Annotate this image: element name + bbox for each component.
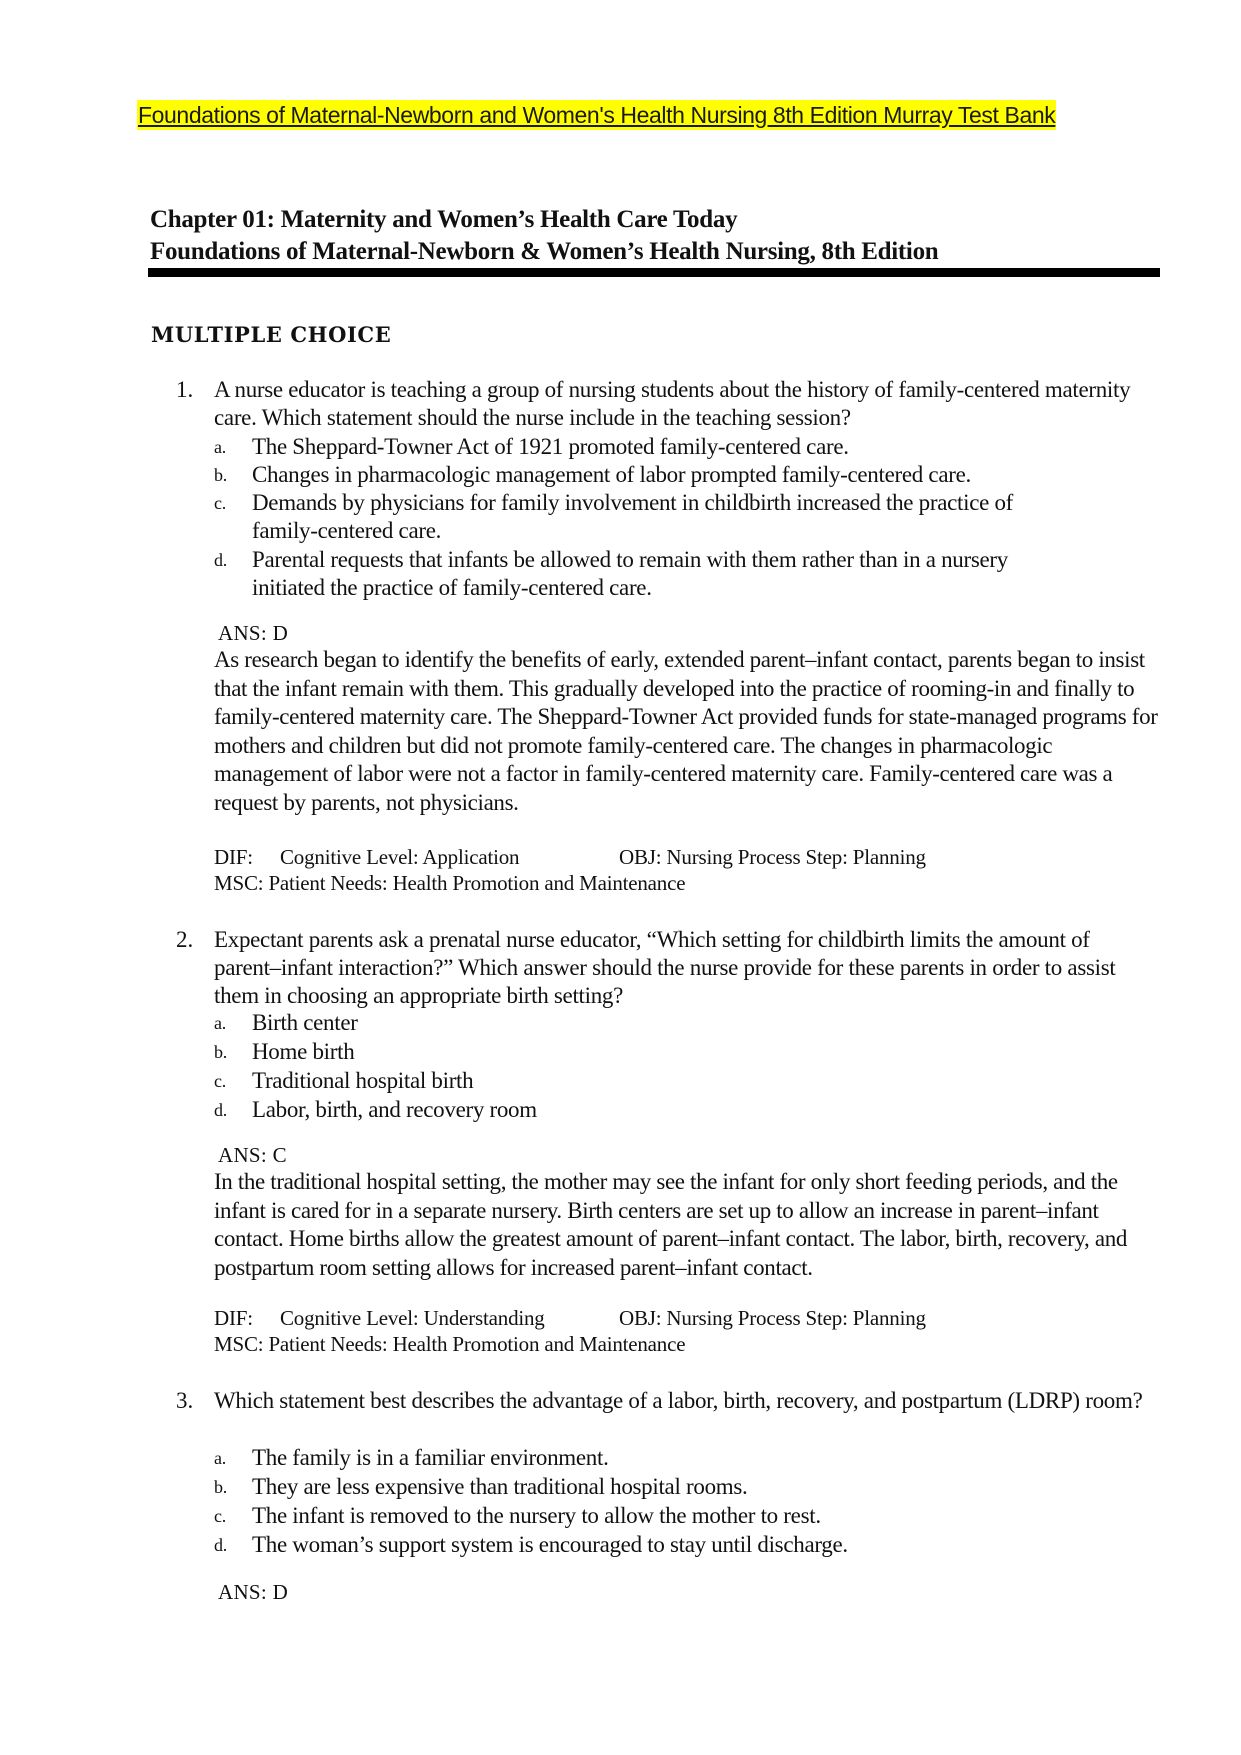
question-stem: Expectant parents ask a prenatal nurse educator, “Which setting for childbirth limits the amount of parent–infant interaction?” Which answer should the nurse provide for these parents in order to assist them in choosing an appropriate birth setting? <box>214 927 1116 1008</box>
option-letter: b. <box>214 1042 227 1062</box>
option-d <box>214 1531 1114 1559</box>
option-a <box>214 1444 1114 1472</box>
title-divider <box>148 268 1160 277</box>
option-text: The infant is removed to the nursery to allow the mother to rest. <box>252 1503 821 1528</box>
question-number: 1. <box>176 377 194 402</box>
option-text: The Sheppard-Towner Act of 1921 promoted family-centered care. <box>252 434 849 459</box>
objective: OBJ: Nursing Process Step: Planning <box>619 845 926 869</box>
option-letter: b. <box>214 1477 227 1497</box>
option-a <box>214 1009 1114 1037</box>
difficulty-objective <box>214 1305 926 1331</box>
option-c <box>214 1067 1114 1095</box>
question-number: 2. <box>176 927 194 952</box>
option-b <box>214 1473 1114 1501</box>
rationale: In the traditional hospital setting, the mother may see the infant for only short feeding periods, and the infant is cared for in a separate nursery. Birth centers are set up to allow an increase in parent–infant contact. Home births allow the greatest amount of parent–infant contact. The labor, birth, recovery, and postpartum room setting allows for increased parent–infant contact. <box>214 1169 1128 1280</box>
option-letter: c. <box>214 493 226 513</box>
difficulty-level: Cognitive Level: Understanding <box>280 1306 545 1330</box>
option-text: Traditional hospital birth <box>252 1068 474 1093</box>
option-a <box>214 433 1114 461</box>
dif-label: DIF: <box>214 845 253 869</box>
option-letter: a. <box>214 437 226 457</box>
option-text: Parental requests that infants be allowed to remain with them rather than in a nursery initiated the practice of family-centered care. <box>252 547 1008 600</box>
option-text: The family is in a familiar environment. <box>252 1445 609 1470</box>
answer-key: ANS: D <box>218 621 289 645</box>
option-text: Birth center <box>252 1010 358 1035</box>
option-b <box>214 461 1114 489</box>
difficulty-level: Cognitive Level: Application <box>280 845 520 869</box>
question-number: 3. <box>176 1388 194 1413</box>
option-letter: b. <box>214 465 227 485</box>
chapter-title: Chapter 01: Maternity and Women’s Health Care Today <box>150 206 738 233</box>
msc-line: MSC: Patient Needs: Health Promotion and Maintenance <box>214 1332 686 1356</box>
option-text: Demands by physicians for family involvement in childbirth increased the practice of family-centered care. <box>252 490 1014 543</box>
option-letter: c. <box>214 1071 226 1091</box>
option-text: Home birth <box>252 1039 355 1064</box>
document-banner: Foundations of Maternal-Newborn and Women's Health Nursing 8th Edition Murray Test Bank <box>138 102 1056 128</box>
option-d <box>214 546 1034 602</box>
question-stem: A nurse educator is teaching a group of nursing students about the history of family-centered maternity care. Which statement should the nurse include in the teaching session? <box>214 377 1131 430</box>
rationale: As research began to identify the benefits of early, extended parent–infant contact, parents began to insist that the infant remain with them. This gradually developed into the practice of rooming-in and finally to family-centered maternity care. The Sheppard-Towner Act provided funds for state-managed programs for mothers and children but did not promote family-centered care. The changes in pharmacologic management of labor were not a factor in family-centered maternity care. Family-centered care was a request by parents, not physicians. <box>214 647 1158 815</box>
option-text: The woman’s support system is encouraged to stay until discharge. <box>252 1532 848 1557</box>
option-d <box>214 1096 1114 1124</box>
msc-line: MSC: Patient Needs: Health Promotion and Maintenance <box>214 871 686 895</box>
option-letter: a. <box>214 1448 226 1468</box>
answer-key: ANS: C <box>218 1143 287 1167</box>
question-stem: Which statement best describes the advantage of a labor, birth, recovery, and postpartum (LDRP) room? <box>214 1388 1143 1413</box>
option-c <box>214 489 1074 545</box>
option-letter: d. <box>214 1100 227 1120</box>
option-letter: d. <box>214 550 227 570</box>
answer-key: ANS: D <box>218 1580 289 1604</box>
option-b <box>214 1038 1114 1066</box>
book-title: Foundations of Maternal-Newborn & Women’s Health Nursing, 8th Edition <box>150 238 939 265</box>
option-letter: a. <box>214 1013 226 1033</box>
objective: OBJ: Nursing Process Step: Planning <box>619 1306 926 1330</box>
option-letter: c. <box>214 1506 226 1526</box>
dif-label: DIF: <box>214 1306 253 1330</box>
section-heading: MULTIPLE CHOICE <box>151 322 392 347</box>
option-text: They are less expensive than traditional hospital rooms. <box>252 1474 748 1499</box>
option-c <box>214 1502 1114 1530</box>
option-letter: d. <box>214 1535 227 1555</box>
option-text: Labor, birth, and recovery room <box>252 1097 537 1122</box>
difficulty-objective <box>214 844 926 870</box>
option-text: Changes in pharmacologic management of labor prompted family-centered care. <box>252 462 971 487</box>
